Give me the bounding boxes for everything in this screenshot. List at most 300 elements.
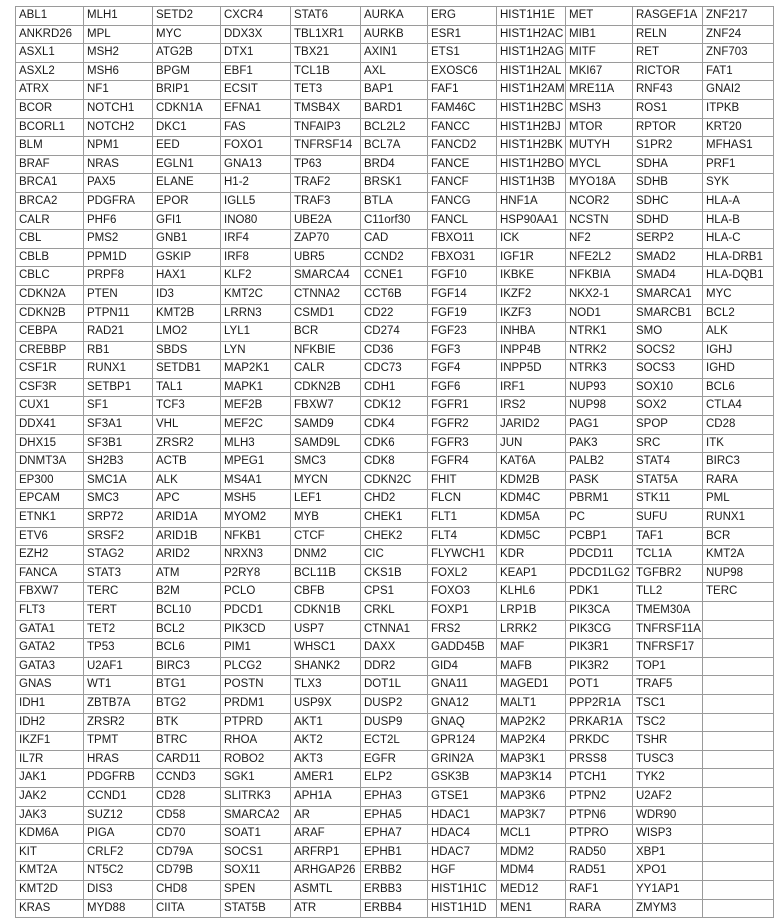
table-row	[16, 81, 774, 100]
table-row	[16, 509, 774, 528]
gene-cell: SOAT1	[221, 825, 291, 844]
gene-cell: ZBTB7A	[84, 694, 153, 713]
gene-cell: JAK2	[16, 787, 84, 806]
gene-cell: WISP3	[633, 825, 703, 844]
gene-cell: C11orf30	[361, 211, 428, 230]
gene-cell: HAX1	[153, 267, 221, 286]
gene-cell: IKZF3	[497, 304, 566, 323]
gene-cell: MYB	[291, 509, 361, 528]
gene-cell: GATA3	[16, 657, 84, 676]
gene-cell: NUP98	[703, 564, 774, 583]
gene-cell: ARID1A	[153, 509, 221, 528]
gene-cell: HLA-DQB1	[703, 267, 774, 286]
gene-cell: SMO	[633, 323, 703, 342]
gene-cell: BTK	[153, 713, 221, 732]
gene-cell	[703, 694, 774, 713]
gene-cell: LRRN3	[221, 304, 291, 323]
gene-cell: TP53	[84, 639, 153, 658]
gene-cell: FOXO3	[428, 583, 497, 602]
gene-cell: SMC3	[84, 490, 153, 509]
gene-cell: SPEN	[221, 880, 291, 899]
gene-cell: BIRC3	[703, 453, 774, 472]
gene-cell: AKT3	[291, 750, 361, 769]
gene-cell: PIK3R2	[566, 657, 633, 676]
gene-cell	[703, 899, 774, 918]
gene-cell: SMAD4	[633, 267, 703, 286]
gene-table-container	[15, 6, 774, 918]
gene-cell: FAM46C	[428, 99, 497, 118]
gene-cell: CD274	[361, 323, 428, 342]
gene-cell: AURKA	[361, 7, 428, 26]
gene-cell: EBF1	[221, 62, 291, 81]
gene-cell: GFI1	[153, 211, 221, 230]
gene-cell: NT5C2	[84, 862, 153, 881]
gene-cell: TAF1	[633, 527, 703, 546]
gene-cell: NFE2L2	[566, 248, 633, 267]
gene-cell: TGFBR2	[633, 564, 703, 583]
gene-cell: IKZF1	[16, 732, 84, 751]
table-row	[16, 490, 774, 509]
gene-cell: ERG	[428, 7, 497, 26]
gene-cell: PTPN11	[84, 304, 153, 323]
gene-cell: FOXL2	[428, 564, 497, 583]
gene-cell: LEF1	[291, 490, 361, 509]
gene-cell: ASXL2	[16, 62, 84, 81]
table-row	[16, 62, 774, 81]
gene-cell: AKT1	[291, 713, 361, 732]
table-row	[16, 25, 774, 44]
gene-cell: JUN	[497, 434, 566, 453]
gene-cell: RASGEF1A	[633, 7, 703, 26]
gene-cell: PIK3CA	[566, 602, 633, 621]
gene-cell: FGF23	[428, 323, 497, 342]
gene-cell: RAD50	[566, 843, 633, 862]
gene-cell: GSK3B	[428, 769, 497, 788]
gene-cell: ASXL1	[16, 44, 84, 63]
gene-cell: PCLO	[221, 583, 291, 602]
gene-cell: KLHL6	[497, 583, 566, 602]
gene-cell: LYL1	[221, 323, 291, 342]
gene-cell: FBXO11	[428, 230, 497, 249]
gene-cell: MKI67	[566, 62, 633, 81]
gene-cell: BRD4	[361, 155, 428, 174]
gene-cell	[703, 769, 774, 788]
gene-cell: USP7	[291, 620, 361, 639]
gene-cell: CALR	[291, 360, 361, 379]
table-row	[16, 304, 774, 323]
gene-cell: TLX3	[291, 676, 361, 695]
gene-cell: CTCF	[291, 527, 361, 546]
gene-cell: TMSB4X	[291, 99, 361, 118]
gene-cell: PRDM1	[221, 694, 291, 713]
table-row	[16, 713, 774, 732]
gene-cell: HIST1H1D	[428, 899, 497, 918]
gene-cell: ARID1B	[153, 527, 221, 546]
gene-cell: BCOR	[16, 99, 84, 118]
gene-cell: HIST1H2BO	[497, 155, 566, 174]
gene-cell: GNA13	[221, 155, 291, 174]
gene-cell: RHOA	[221, 732, 291, 751]
gene-cell: KDM5C	[497, 527, 566, 546]
gene-cell: CSF1R	[16, 360, 84, 379]
gene-cell: GATA1	[16, 620, 84, 639]
gene-cell: SRSF2	[84, 527, 153, 546]
gene-cell: ECT2L	[361, 732, 428, 751]
gene-cell: NOTCH1	[84, 99, 153, 118]
gene-cell: RAD51	[566, 862, 633, 881]
gene-cell: ACTB	[153, 453, 221, 472]
gene-cell: ATRX	[16, 81, 84, 100]
gene-cell: U2AF2	[633, 787, 703, 806]
gene-cell: HLA-DRB1	[703, 248, 774, 267]
gene-cell: SF3B1	[84, 434, 153, 453]
gene-cell: CDKN2B	[16, 304, 84, 323]
gene-cell: SHANK2	[291, 657, 361, 676]
gene-cell: DTX1	[221, 44, 291, 63]
gene-cell: TAL1	[153, 378, 221, 397]
gene-cell: AR	[291, 806, 361, 825]
gene-cell	[703, 602, 774, 621]
gene-cell: CBLC	[16, 267, 84, 286]
gene-cell: ITK	[703, 434, 774, 453]
gene-cell: CRLF2	[84, 843, 153, 862]
gene-cell: PIK3CD	[221, 620, 291, 639]
gene-cell: CDKN1A	[153, 99, 221, 118]
gene-cell: TNFRSF14	[291, 137, 361, 156]
gene-cell: CDK8	[361, 453, 428, 472]
gene-cell: FGFR1	[428, 397, 497, 416]
gene-cell: VHL	[153, 416, 221, 435]
gene-cell: SH2B3	[84, 453, 153, 472]
gene-cell: HIST1H2AC	[497, 25, 566, 44]
gene-cell: STAT6	[291, 7, 361, 26]
gene-cell: ROS1	[633, 99, 703, 118]
gene-cell: CIC	[361, 546, 428, 565]
gene-cell: ECSIT	[221, 81, 291, 100]
gene-cell: SOX2	[633, 397, 703, 416]
gene-cell: TRAF2	[291, 174, 361, 193]
gene-cell: MYC	[703, 285, 774, 304]
gene-cell: MS4A1	[221, 471, 291, 490]
gene-cell: KIT	[16, 843, 84, 862]
table-row	[16, 899, 774, 918]
table-row	[16, 99, 774, 118]
table-row	[16, 676, 774, 695]
gene-cell: PC	[566, 509, 633, 528]
gene-cell: CALR	[16, 211, 84, 230]
gene-cell: SETD2	[153, 7, 221, 26]
gene-cell: KDM2B	[497, 471, 566, 490]
gene-cell	[703, 657, 774, 676]
gene-cell: KEAP1	[497, 564, 566, 583]
gene-cell: CEBPA	[16, 323, 84, 342]
gene-cell: NFKBIA	[566, 267, 633, 286]
gene-cell: FLT4	[428, 527, 497, 546]
gene-cell: TERC	[84, 583, 153, 602]
gene-cell: IGHJ	[703, 341, 774, 360]
gene-cell: ZNF217	[703, 7, 774, 26]
gene-cell: BIRC3	[153, 657, 221, 676]
gene-cell: S1PR2	[633, 137, 703, 156]
gene-cell: EZH2	[16, 546, 84, 565]
gene-cell: FGFR2	[428, 416, 497, 435]
gene-cell: TERC	[703, 583, 774, 602]
gene-cell: BCORL1	[16, 118, 84, 137]
table-row	[16, 620, 774, 639]
gene-cell: SDHD	[633, 211, 703, 230]
gene-cell: SMARCA1	[633, 285, 703, 304]
gene-cell: DOT1L	[361, 676, 428, 695]
gene-cell: AXIN1	[361, 44, 428, 63]
table-row	[16, 471, 774, 490]
gene-cell: FOXO1	[221, 137, 291, 156]
gene-cell: DIS3	[84, 880, 153, 899]
gene-cell: IGHD	[703, 360, 774, 379]
gene-cell: CDKN2B	[291, 378, 361, 397]
gene-cell: EFNA1	[221, 99, 291, 118]
gene-cell: MALT1	[497, 694, 566, 713]
gene-cell: ICK	[497, 230, 566, 249]
gene-cell: HDAC1	[428, 806, 497, 825]
gene-cell: STAT5A	[633, 471, 703, 490]
gene-cell: KMT2A	[16, 862, 84, 881]
gene-cell: HDAC4	[428, 825, 497, 844]
gene-cell: IL7R	[16, 750, 84, 769]
gene-cell: MEF2C	[221, 416, 291, 435]
table-row	[16, 769, 774, 788]
gene-cell: FAT1	[703, 62, 774, 81]
gene-cell: MYCN	[291, 471, 361, 490]
gene-cell: PTPN6	[566, 806, 633, 825]
gene-cell: IRF4	[221, 230, 291, 249]
gene-cell: ATM	[153, 564, 221, 583]
table-row	[16, 285, 774, 304]
gene-cell: BAP1	[361, 81, 428, 100]
table-row	[16, 750, 774, 769]
gene-cell: DNM2	[291, 546, 361, 565]
gene-cell: GNAS	[16, 676, 84, 695]
gene-cell: TYK2	[633, 769, 703, 788]
gene-cell: HIST1H3B	[497, 174, 566, 193]
table-row	[16, 323, 774, 342]
gene-cell: RUNX1	[703, 509, 774, 528]
gene-cell: CD79A	[153, 843, 221, 862]
gene-cell: GATA2	[16, 639, 84, 658]
gene-cell: IRF1	[497, 378, 566, 397]
gene-cell: PIK3CG	[566, 620, 633, 639]
gene-cell: DDX41	[16, 416, 84, 435]
gene-cell: KLF2	[221, 267, 291, 286]
gene-cell: POT1	[566, 676, 633, 695]
gene-cell: JAK3	[16, 806, 84, 825]
gene-cell: HIST1H2AM	[497, 81, 566, 100]
gene-cell: GID4	[428, 657, 497, 676]
gene-cell: MCL1	[497, 825, 566, 844]
table-row	[16, 602, 774, 621]
gene-cell: EPHB1	[361, 843, 428, 862]
gene-cell: MEN1	[497, 899, 566, 918]
gene-cell: SOCS3	[633, 360, 703, 379]
gene-cell: APH1A	[291, 787, 361, 806]
gene-cell: STAT4	[633, 453, 703, 472]
gene-cell: TMEM30A	[633, 602, 703, 621]
table-row	[16, 639, 774, 658]
gene-cell: ZRSR2	[84, 713, 153, 732]
gene-cell: CIITA	[153, 899, 221, 918]
gene-cell: PDK1	[566, 583, 633, 602]
gene-cell: BTG1	[153, 676, 221, 695]
gene-cell: BCL2	[153, 620, 221, 639]
table-row	[16, 564, 774, 583]
gene-cell: HDAC7	[428, 843, 497, 862]
gene-cell: FANCC	[428, 118, 497, 137]
gene-cell: KAT6A	[497, 453, 566, 472]
gene-cell: PTPN2	[566, 787, 633, 806]
gene-cell: TCL1B	[291, 62, 361, 81]
gene-cell: FGF3	[428, 341, 497, 360]
gene-cell: GRIN2A	[428, 750, 497, 769]
gene-cell: NFKB1	[221, 527, 291, 546]
gene-cell: IKZF2	[497, 285, 566, 304]
gene-cell: ZAP70	[291, 230, 361, 249]
gene-cell: CPS1	[361, 583, 428, 602]
gene-cell	[703, 825, 774, 844]
gene-cell: BCL6	[153, 639, 221, 658]
gene-cell: TERT	[84, 602, 153, 621]
gene-cell: DDX3X	[221, 25, 291, 44]
gene-cell: BRSK1	[361, 174, 428, 193]
gene-cell: PRPF8	[84, 267, 153, 286]
gene-cell: CHEK2	[361, 527, 428, 546]
gene-cell: JARID2	[497, 416, 566, 435]
gene-cell: PTPRO	[566, 825, 633, 844]
gene-cell: NRAS	[84, 155, 153, 174]
gene-cell: TNFAIP3	[291, 118, 361, 137]
gene-cell: ERBB4	[361, 899, 428, 918]
table-row	[16, 583, 774, 602]
table-row	[16, 44, 774, 63]
gene-cell: IDH1	[16, 694, 84, 713]
gene-cell: EPOR	[153, 192, 221, 211]
gene-cell: CAD	[361, 230, 428, 249]
gene-cell: IKBKE	[497, 267, 566, 286]
gene-cell: BCL2L2	[361, 118, 428, 137]
gene-cell: MIB1	[566, 25, 633, 44]
gene-cell	[703, 843, 774, 862]
gene-cell: FGF14	[428, 285, 497, 304]
gene-cell: BARD1	[361, 99, 428, 118]
gene-cell: SF3A1	[84, 416, 153, 435]
gene-cell: BRIP1	[153, 81, 221, 100]
gene-cell: ATR	[291, 899, 361, 918]
gene-cell: CUX1	[16, 397, 84, 416]
gene-cell: MAFB	[497, 657, 566, 676]
gene-cell: GNA12	[428, 694, 497, 713]
gene-cell: NTRK3	[566, 360, 633, 379]
gene-cell: KDM4C	[497, 490, 566, 509]
gene-cell: TNFRSF11A	[633, 620, 703, 639]
gene-cell: FGF6	[428, 378, 497, 397]
gene-cell: NUP93	[566, 378, 633, 397]
gene-cell: SUFU	[633, 509, 703, 528]
gene-cell: FLYWCH1	[428, 546, 497, 565]
gene-cell: PRKDC	[566, 732, 633, 751]
gene-cell: ETS1	[428, 44, 497, 63]
gene-cell: TCF3	[153, 397, 221, 416]
gene-cell: RICTOR	[633, 62, 703, 81]
gene-cell: TNFRSF17	[633, 639, 703, 658]
gene-cell: MDM4	[497, 862, 566, 881]
gene-cell: MLH1	[84, 7, 153, 26]
gene-cell: FANCA	[16, 564, 84, 583]
gene-cell: MAP3K6	[497, 787, 566, 806]
gene-cell: GNA11	[428, 676, 497, 695]
gene-cell: AURKB	[361, 25, 428, 44]
gene-cell	[703, 787, 774, 806]
gene-cell: UBE2A	[291, 211, 361, 230]
gene-cell: CD22	[361, 304, 428, 323]
gene-cell: NUP98	[566, 397, 633, 416]
gene-cell: NF2	[566, 230, 633, 249]
gene-cell: PTCH1	[566, 769, 633, 788]
gene-cell: TCL1A	[633, 546, 703, 565]
gene-cell: CDK4	[361, 416, 428, 435]
gene-cell: TSHR	[633, 732, 703, 751]
gene-cell: IRS2	[497, 397, 566, 416]
gene-cell: CDH1	[361, 378, 428, 397]
table-row	[16, 192, 774, 211]
gene-cell: XPO1	[633, 862, 703, 881]
gene-cell: ANKRD26	[16, 25, 84, 44]
gene-cell	[703, 880, 774, 899]
gene-cell: PPM1D	[84, 248, 153, 267]
gene-cell: SGK1	[221, 769, 291, 788]
gene-cell: SETBP1	[84, 378, 153, 397]
table-row	[16, 787, 774, 806]
gene-cell: CDK12	[361, 397, 428, 416]
gene-cell: SYK	[703, 174, 774, 193]
gene-cell: RARA	[703, 471, 774, 490]
gene-cell: TPMT	[84, 732, 153, 751]
gene-cell: SPOP	[633, 416, 703, 435]
table-row	[16, 230, 774, 249]
gene-cell: PPP2R1A	[566, 694, 633, 713]
gene-cell: CCND1	[84, 787, 153, 806]
gene-cell: CXCR4	[221, 7, 291, 26]
gene-cell	[703, 806, 774, 825]
gene-cell: PAX5	[84, 174, 153, 193]
gene-cell: XBP1	[633, 843, 703, 862]
gene-cell: BCL7A	[361, 137, 428, 156]
gene-cell: MSH6	[84, 62, 153, 81]
gene-cell: ETV6	[16, 527, 84, 546]
gene-cell: BCR	[703, 527, 774, 546]
gene-cell: FOXP1	[428, 602, 497, 621]
gene-cell: HIST1H1E	[497, 7, 566, 26]
gene-cell: FAF1	[428, 81, 497, 100]
gene-cell: KRAS	[16, 899, 84, 918]
gene-cell: SOCS1	[221, 843, 291, 862]
gene-cell: SBDS	[153, 341, 221, 360]
table-row	[16, 862, 774, 881]
gene-cell: TET2	[84, 620, 153, 639]
gene-cell: IDH2	[16, 713, 84, 732]
gene-cell: MAP2K2	[497, 713, 566, 732]
table-row	[16, 880, 774, 899]
gene-cell: CBLB	[16, 248, 84, 267]
gene-cell: FANCF	[428, 174, 497, 193]
gene-cell: LRP1B	[497, 602, 566, 621]
